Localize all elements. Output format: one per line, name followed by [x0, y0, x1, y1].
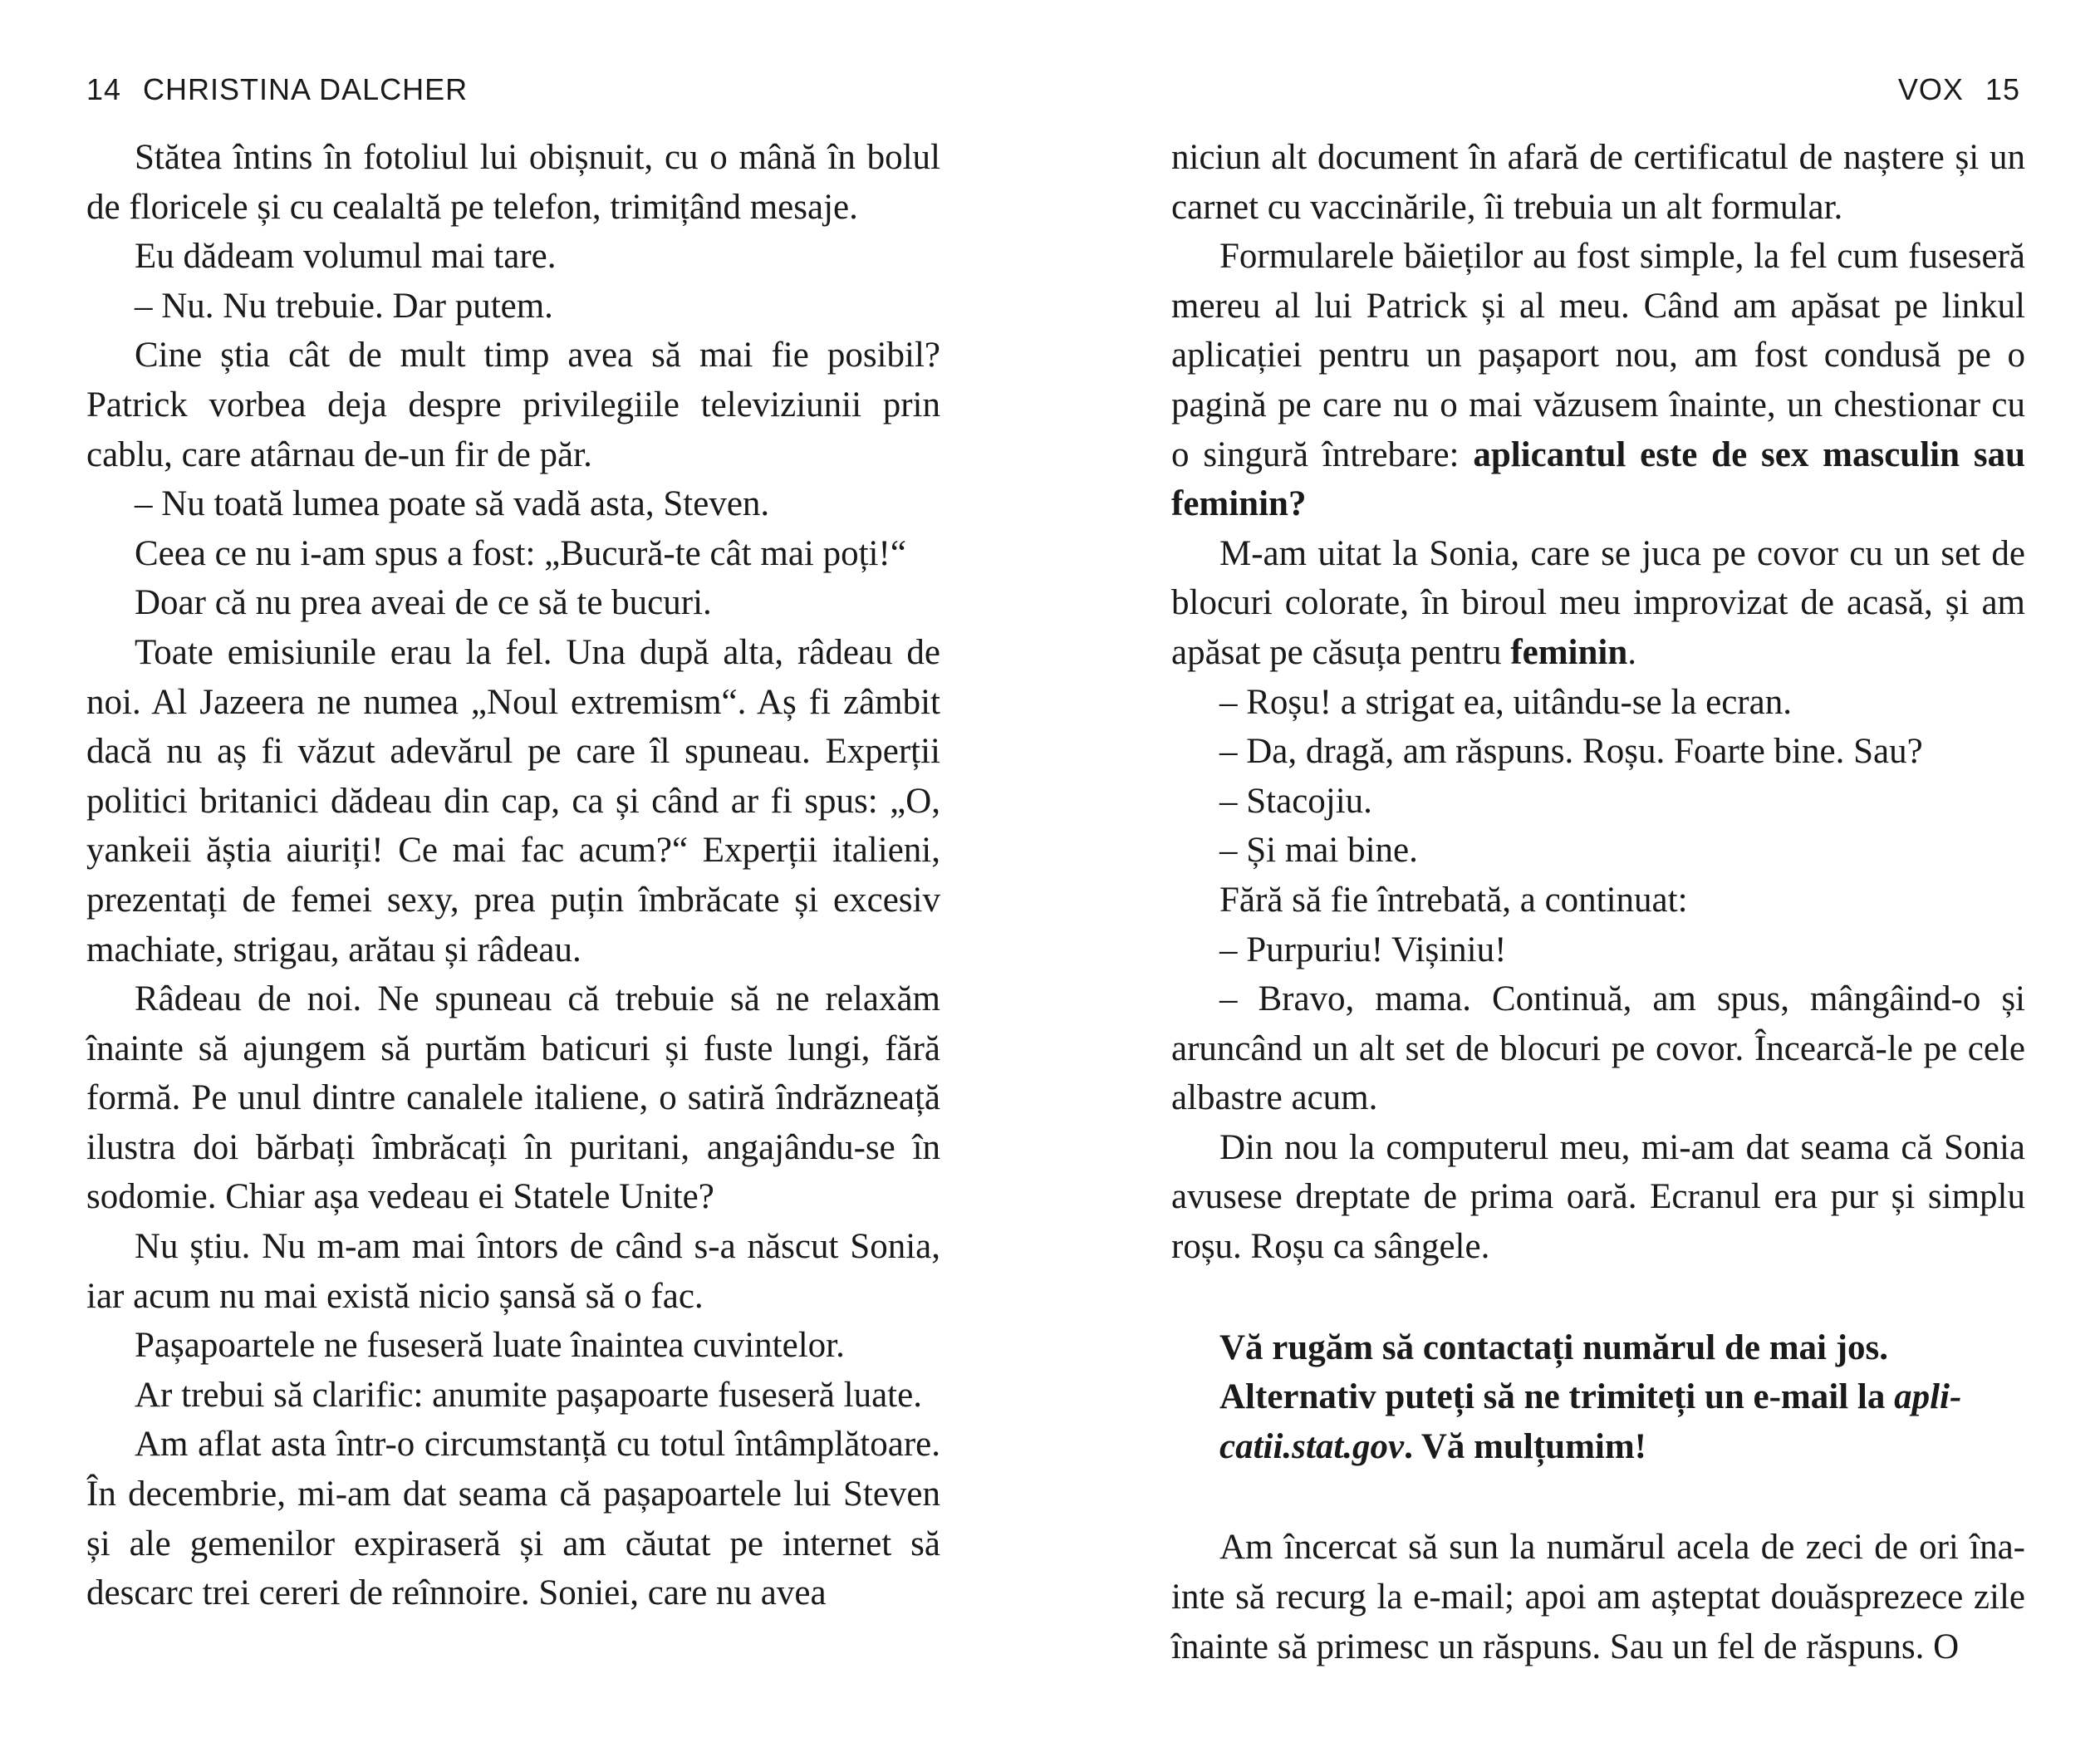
paragraph: Am încercat să sun la numărul acela de zeci de ori înainte să recurg la e-mail; apoi am așteptat douăsprezece zile înainte să primesc un răspuns. Sau un fel de răspuns. O — [1171, 1528, 2025, 1666]
right-body-text — [1171, 133, 2025, 1671]
left-running-head-title: CHRISTINA DALCHER — [143, 72, 469, 106]
paragraph: Toate emisiunile erau la fel. Una după alta, râdeau de noi. Al Jazeera ne numea „Noul extremism“. Aș fi zâmbit dacă nu aș fi văzut adevărul pe care îl spuneau. Experții politici britanici dădeau din cap, ca și când ar fi spus: „O, yankeii ăștia aiuriți! Ce mai fac acum?“ Experții italieni, prezentați de femei sexy, prea puțin îmbrăcate și excesiv machiate, strigau, arătau și râdeau. — [86, 632, 940, 969]
paragraph — [1171, 529, 2025, 678]
dialogue-line: – Și mai bine. — [1219, 831, 1418, 871]
right-page — [1050, 0, 2100, 1747]
left-running-head — [86, 73, 468, 106]
dialogue-line: – Da, dragă, am răspuns. Roșu. Foarte bine. Sau? — [1219, 732, 1923, 772]
paragraph: Stătea întins în fotoliul lui obișnuit, cu o mână în bolul de floricele și cu cealaltă pe telefon, trimițând mesaje. — [86, 138, 940, 227]
left-body-text — [86, 133, 940, 1618]
paragraph-text: M-am uitat la Sonia, care se juca pe covor cu un set de blocuri colorate, în biroul meu improvizat de acasă, și am apăsat pe căsuța pentru — [1171, 533, 2025, 672]
paragraph: Ar trebui să clarific: anumite pașapoarte fuseseră luate. — [135, 1375, 922, 1415]
questionnaire-question: aplicantul este de sex masculin sau feminin? — [1171, 434, 2025, 524]
paragraph-text: Formularele băieților au fost simple, la fel cum fuseseră mereu al lui Patrick și al meu. Când am apăsat pe linkul aplicației pentru un pașaport nou, am fost condusă pe o pagină pe care nu o mai văzusem înainte, un chestionar cu o singură întrebare: — [1171, 237, 2025, 474]
paragraph: Pașapoartele ne fuseseră luate înaintea cuvintelor. — [135, 1326, 845, 1366]
dialogue-line: – Stacojiu. — [1219, 781, 1372, 821]
checkbox-option-label: feminin — [1510, 632, 1628, 672]
dialogue-line: – Purpuriu! Vișiniu! — [1219, 930, 1507, 969]
screen-notice — [1171, 1323, 2025, 1472]
notice-text: . Vă mulțumim! — [1404, 1426, 1646, 1466]
paragraph: Fără să fie întrebată, a continuat: — [1219, 880, 1688, 920]
dialogue-line: – Nu. Nu trebuie. Dar putem. — [135, 286, 553, 326]
paragraph-text: . — [1627, 632, 1637, 672]
paragraph: Din nou la computerul meu, mi-am dat seama că Sonia avusese dreptate de prima oară. Ecranul era pur și simplu roșu. Roșu ca sângele. — [1171, 1127, 2025, 1267]
right-page-number: 15 — [1985, 72, 2020, 106]
paragraph: Cine știa cât de mult timp avea să mai fie posibil? Patrick vorbea deja despre privilegiile televiziunii prin cablu, care atârnau de-un fir de păr. — [86, 336, 940, 474]
paragraph: Nu știu. Nu m-am mai întors de când s-a născut Sonia, iar acum nu mai există nicio șansă să o fac. — [86, 1227, 940, 1316]
paragraph: niciun alt document în afară de certificatul de naștere și un carnet cu vaccinările, îi trebuia un alt formular. — [1171, 138, 2025, 227]
right-running-head — [1898, 73, 2020, 106]
paragraph: Râdeau de noi. Ne spuneau că trebuie să ne relaxăm înainte să ajungem să purtăm baticuri și fuste lungi, fără formă. Pe unul dintre canalele italiene, o satiră îndrăzneață ilustra doi bărbați îmbrăcați în puritani, angajându-se în sodomie. Chiar așa vedeau ei Statele Unite? — [86, 979, 940, 1217]
dialogue-line: – Roșu! a strigat ea, uitându-se la ecran. — [1219, 682, 1792, 722]
paragraph: Am aflat asta într-o circumstanță cu totul întâmplătoare. În decembrie, mi-am dat seama că pașapoartele lui Steven și ale gemenilor expiraseră și am căutat pe internet să descarc trei cereri de reînnoire. Soniei, care nu avea — [86, 1425, 940, 1613]
paragraph: Doar că nu prea aveai de ce să te bucuri. — [135, 583, 712, 623]
dialogue-line: – Bravo, mama. Continuă, am spus, mângâind-o și aruncând un alt set de blocuri pe covor. Încearcă-le pe cele albastre acum. — [1171, 979, 2025, 1118]
notice-text: Vă rugăm să contactați numărul de mai jos. Alternativ puteți să ne trimiteți un e-mail la — [1219, 1327, 1895, 1417]
right-running-head-title: VOX — [1897, 72, 1964, 106]
left-page-number: 14 — [86, 72, 122, 106]
paragraph: Ceea ce nu i-am spus a fost: „Bucură-te cât mai poți!“ — [135, 533, 906, 573]
paragraph — [1171, 232, 2025, 529]
paragraph: Eu dădeam volumul mai tare. — [135, 237, 557, 277]
dialogue-line: – Nu toată lumea poate să vadă asta, Steven. — [135, 484, 770, 524]
notice-email: aplicatii.stat.gov — [1219, 1377, 1962, 1466]
